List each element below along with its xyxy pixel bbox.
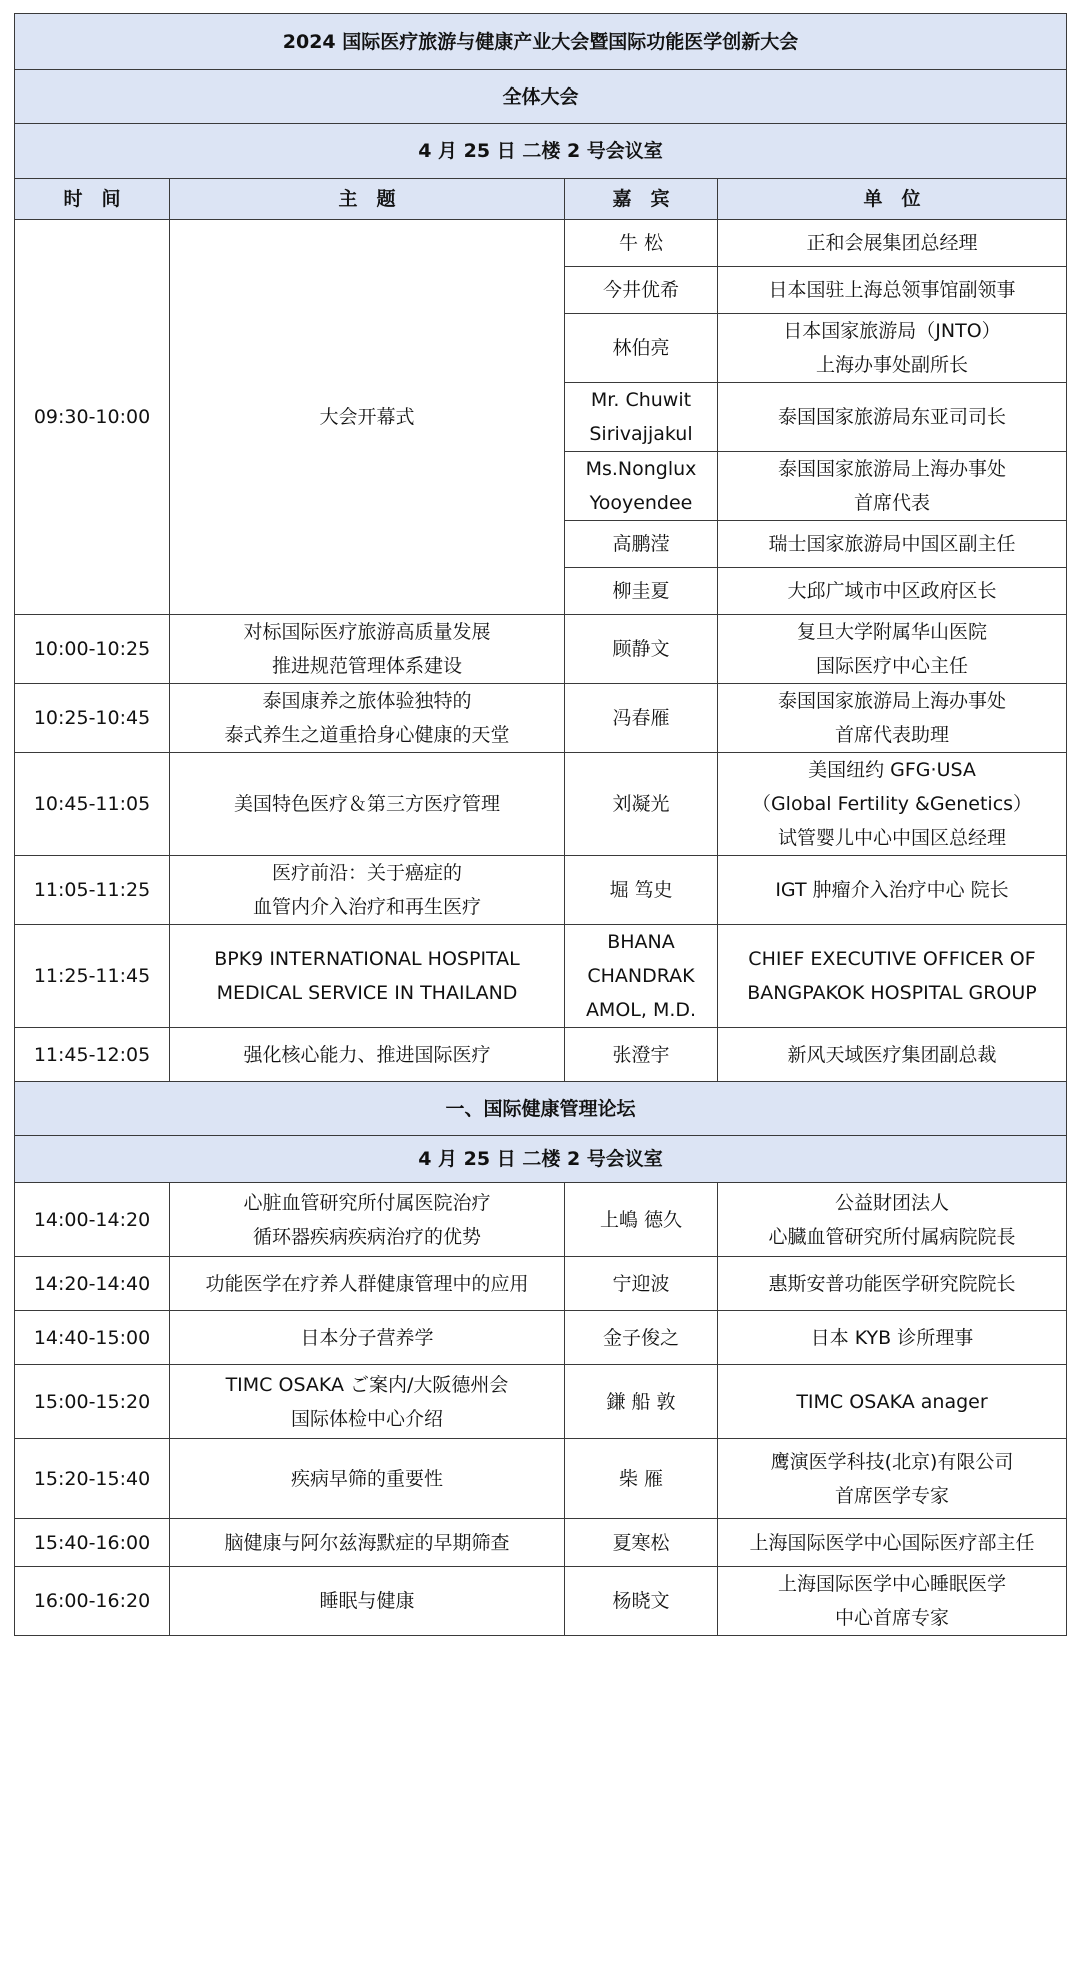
session-topic (170, 1567, 565, 1636)
text-line: 日本国驻上海总领事馆副领事 (768, 279, 1016, 301)
text-line: 美国特色医疗＆第三方医疗管理 (233, 793, 500, 815)
session-org (718, 753, 1067, 856)
session-row (15, 1257, 1067, 1311)
session-time: 11:05-11:25 (15, 856, 170, 925)
text-line: 牛 松 (618, 232, 664, 254)
text-line: 刘凝光 (612, 793, 670, 815)
session-org (718, 1567, 1067, 1636)
text-line: 杨晓文 (612, 1590, 670, 1612)
session-row (15, 684, 1067, 753)
text-line: TIMC OSAKA ご案内/大阪德州会 (225, 1373, 509, 1396)
session-guest (565, 1519, 718, 1567)
date-room: 4 月 25 日 二楼 2 号会议室 (15, 1136, 1067, 1183)
text-line: 泰国康养之旅体验独特的 (262, 690, 472, 712)
text-line: 正和会展集团总经理 (806, 232, 978, 254)
text-line: 国际医疗中心主任 (815, 655, 968, 677)
text-line: Sirivajjakul (589, 423, 693, 445)
text-line: 睡眠与健康 (319, 1590, 415, 1612)
session-time: 14:00-14:20 (15, 1183, 170, 1257)
title-row (15, 14, 1067, 70)
session-row (15, 1028, 1067, 1082)
session-row (15, 1365, 1067, 1439)
session-guest (565, 925, 718, 1028)
text-line: 高鹏滢 (612, 533, 670, 555)
session-topic (170, 684, 565, 753)
column-header-topic: 主 题 (170, 179, 565, 220)
text-line: 美国纽约 GFG·USA (808, 759, 976, 781)
session-guest (565, 1439, 718, 1519)
opening-guest-row (15, 220, 1067, 267)
text-line: 国际体检中心介绍 (290, 1407, 443, 1430)
text-line: 推进规范管理体系建设 (271, 655, 462, 677)
session-time: 15:00-15:20 (15, 1365, 170, 1439)
text-line: 泰国国家旅游局上海办事处 (777, 458, 1006, 480)
session-row (15, 1567, 1067, 1636)
session-time: 14:20-14:40 (15, 1257, 170, 1311)
text-line: Mr. Chuwit (590, 389, 692, 411)
column-header-guest: 嘉 宾 (565, 179, 718, 220)
guest-name (565, 383, 718, 452)
session-guest (565, 1183, 718, 1257)
session-topic (170, 615, 565, 684)
text-line: 泰国国家旅游局东亚司司长 (777, 406, 1006, 428)
session-time: 11:25-11:45 (15, 925, 170, 1028)
text-line: 张澄宇 (612, 1043, 670, 1066)
session-org (718, 1365, 1067, 1439)
opening-topic: 大会开幕式 (170, 220, 565, 615)
section-header-row (15, 70, 1067, 124)
session-topic (170, 1257, 565, 1311)
text-line: 首席医学专家 (834, 1484, 949, 1507)
guest-org (718, 383, 1067, 452)
session-guest (565, 684, 718, 753)
session-row (15, 1519, 1067, 1567)
schedule-table (14, 13, 1067, 1636)
text-line: 林伯亮 (612, 337, 670, 359)
text-line: 顾静文 (612, 638, 670, 660)
session-time: 11:45-12:05 (15, 1028, 170, 1082)
guest-org (718, 314, 1067, 383)
page-title: 2024 国际医疗旅游与健康产业大会暨国际功能医学创新大会 (15, 14, 1067, 70)
guest-org (718, 220, 1067, 267)
text-line: 日本国家旅游局（JNTO） (783, 320, 1001, 342)
text-line: 新风天域医疗集团副总裁 (787, 1043, 997, 1066)
session-topic (170, 753, 565, 856)
session-time: 14:40-15:00 (15, 1311, 170, 1365)
text-line: 今井优希 (602, 279, 679, 301)
text-line: 上嶋 德久 (599, 1208, 683, 1231)
session-topic (170, 1183, 565, 1257)
text-line: 复旦大学附属华山医院 (796, 621, 987, 643)
text-line: CHANDRAK (587, 965, 695, 987)
session-row (15, 753, 1067, 856)
guest-name (565, 267, 718, 314)
text-line: 公益財团法人 (834, 1191, 949, 1214)
session-org (718, 1028, 1067, 1082)
section-title: 全体大会 (15, 70, 1067, 124)
session-guest (565, 1365, 718, 1439)
session-topic (170, 925, 565, 1028)
text-line: 试管婴儿中心中国区总经理 (777, 827, 1006, 849)
text-line: 对标国际医疗旅游高质量发展 (243, 621, 491, 643)
text-line: BPK9 INTERNATIONAL HOSPITAL (214, 948, 520, 970)
guest-org (718, 521, 1067, 568)
session-row (15, 1183, 1067, 1257)
schedule-body (15, 14, 1067, 1636)
session-org (718, 1519, 1067, 1567)
session-topic (170, 1311, 565, 1365)
text-line: 惠斯安普功能医学研究院院长 (768, 1272, 1016, 1295)
guest-org (718, 452, 1067, 521)
text-line: 日本 KYB 诊所理事 (810, 1326, 974, 1349)
session-guest (565, 1567, 718, 1636)
text-line: 上海国际医学中心国际医疗部主任 (749, 1531, 1035, 1554)
date-room-row (15, 1136, 1067, 1183)
text-line: IGT 肿瘤介入治疗中心 院长 (775, 879, 1009, 901)
session-org (718, 1311, 1067, 1365)
session-time: 10:45-11:05 (15, 753, 170, 856)
session-org (718, 925, 1067, 1028)
text-line: 瑞士国家旅游局中国区副主任 (768, 533, 1016, 555)
session-topic (170, 1439, 565, 1519)
text-line: 泰式养生之道重拾身心健康的天堂 (224, 724, 510, 746)
text-line: 柳圭夏 (612, 580, 670, 602)
session-row (15, 856, 1067, 925)
session-row (15, 615, 1067, 684)
section-title: 一、国际健康管理论坛 (15, 1082, 1067, 1136)
text-line: 心臓血管研究所付属病院院長 (768, 1225, 1016, 1248)
date-room-row (15, 124, 1067, 179)
text-line: AMOL, M.D. (585, 999, 697, 1021)
text-line: Yooyendee (589, 492, 693, 514)
text-line: 首席代表 (853, 492, 930, 514)
session-guest (565, 1311, 718, 1365)
text-line: 功能医学在疗养人群健康管理中的应用 (205, 1272, 529, 1295)
session-topic (170, 1519, 565, 1567)
session-org (718, 1257, 1067, 1311)
session-time: 15:40-16:00 (15, 1519, 170, 1567)
session-org (718, 615, 1067, 684)
session-row (15, 925, 1067, 1028)
guest-name (565, 220, 718, 267)
session-time: 16:00-16:20 (15, 1567, 170, 1636)
session-org (718, 1183, 1067, 1257)
guest-org (718, 267, 1067, 314)
session-row (15, 1311, 1067, 1365)
session-org (718, 1439, 1067, 1519)
section-title-row (15, 1082, 1067, 1136)
guest-name (565, 314, 718, 383)
text-line: 大邱广域市中区政府区长 (787, 580, 997, 602)
session-topic (170, 856, 565, 925)
text-line: 脑健康与阿尔兹海默症的早期筛查 (224, 1531, 510, 1554)
text-line: 强化核心能力、推进国际医疗 (243, 1043, 491, 1066)
date-room: 4 月 25 日 二楼 2 号会议室 (15, 124, 1067, 179)
session-guest (565, 856, 718, 925)
text-line: BANGPAKOK HOSPITAL GROUP (747, 982, 1037, 1004)
column-header-org: 单 位 (718, 179, 1067, 220)
session-guest (565, 1028, 718, 1082)
text-line: 疾病早筛的重要性 (290, 1467, 443, 1490)
text-line: 鹰演医学科技(北京)有限公司 (770, 1450, 1014, 1473)
text-line: 夏寒松 (612, 1531, 670, 1554)
text-line: 冯春雁 (612, 707, 670, 729)
opening-time: 09:30-10:00 (15, 220, 170, 615)
text-line: 上海国际医学中心睡眠医学 (777, 1573, 1006, 1595)
session-topic (170, 1365, 565, 1439)
text-line: （Global Fertility &Genetics） (751, 793, 1033, 815)
session-topic (170, 1028, 565, 1082)
text-line: 医疗前沿：关于癌症的 (271, 862, 462, 884)
text-line: TIMC OSAKA anager (796, 1390, 988, 1413)
text-line: 日本分子营养学 (300, 1326, 434, 1349)
text-line: 上海办事处副所长 (815, 354, 968, 376)
session-org (718, 856, 1067, 925)
session-row (15, 1439, 1067, 1519)
session-time: 10:25-10:45 (15, 684, 170, 753)
column-header-time: 时 间 (15, 179, 170, 220)
guest-org (718, 568, 1067, 615)
text-line: 循环器疾病疾病治疗的优势 (252, 1225, 481, 1248)
session-guest (565, 615, 718, 684)
session-time: 10:00-10:25 (15, 615, 170, 684)
guest-name (565, 452, 718, 521)
text-line: MEDICAL SERVICE IN THAILAND (216, 982, 518, 1004)
guest-name (565, 568, 718, 615)
session-guest (565, 1257, 718, 1311)
text-line: Ms.Nonglux (585, 458, 697, 480)
guest-name (565, 521, 718, 568)
column-header-row (15, 179, 1067, 220)
text-line: 柴 雁 (618, 1467, 664, 1490)
text-line: 血管内介入治疗和再生医疗 (252, 896, 481, 918)
session-guest (565, 753, 718, 856)
text-line: BHANA (607, 931, 675, 953)
text-line: 金子俊之 (602, 1326, 679, 1349)
session-org (718, 684, 1067, 753)
text-line: 心脏血管研究所付属医院治疗 (243, 1191, 491, 1214)
text-line: 中心首席专家 (834, 1607, 949, 1629)
text-line: CHIEF EXECUTIVE OFFICER OF (748, 948, 1036, 970)
text-line: 鎌 船 敦 (606, 1390, 676, 1413)
text-line: 宁迎波 (612, 1272, 670, 1295)
text-line: 首席代表助理 (834, 724, 949, 746)
session-time: 15:20-15:40 (15, 1439, 170, 1519)
text-line: 泰国国家旅游局上海办事处 (777, 690, 1006, 712)
text-line: 堀 笃史 (609, 879, 673, 901)
